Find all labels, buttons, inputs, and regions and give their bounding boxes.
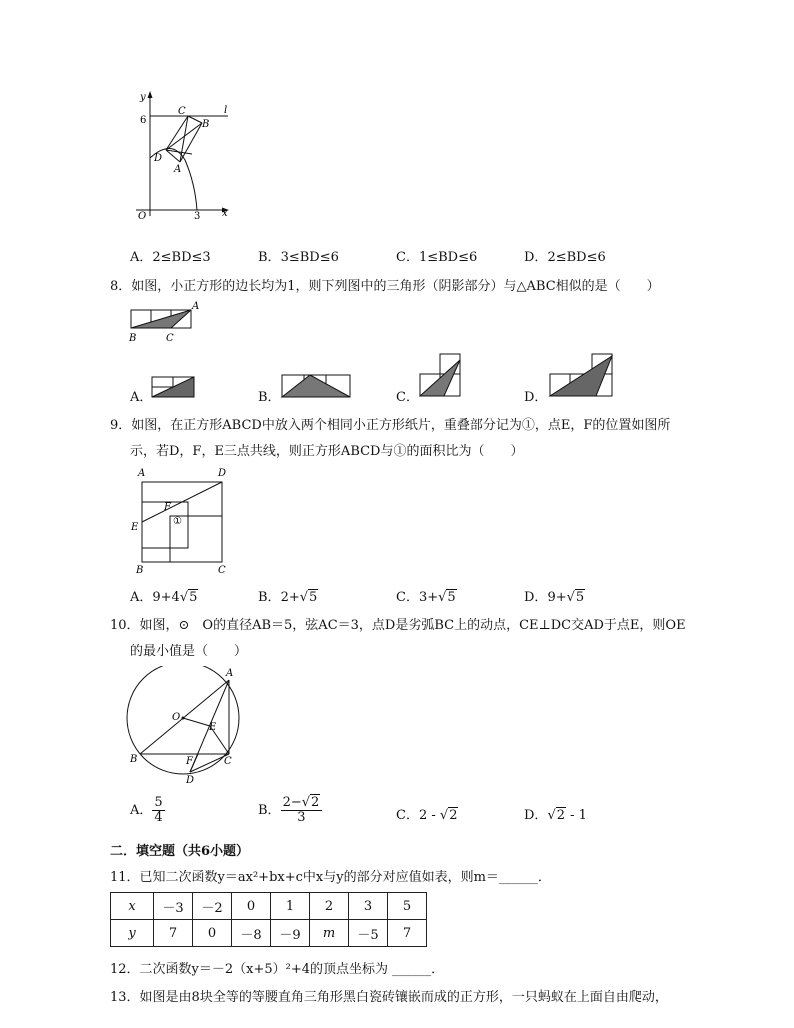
table-row [111,893,427,920]
q8-option-b[interactable]: B． [258,390,281,405]
q7-label-y: y [140,92,146,103]
table-cell: 1 [271,893,310,920]
table-cell: m [310,920,349,947]
q10-option-b[interactable]: B． $\frac{2-√2}{3}$ [258,796,322,825]
q7-label-o: O [138,211,147,222]
q10-label-d: D [186,775,195,786]
q9-label-a: A [138,468,146,479]
table-row [111,920,427,947]
q7-label-a: A [174,164,182,175]
q8-reference-figure [126,298,206,346]
q8-option-a[interactable]: A． [130,390,153,405]
q7-label-6: 6 [140,115,147,126]
q7-label-3: 3 [194,211,201,222]
q7-label-c: C [178,106,186,117]
q8-label-b: B [129,333,137,344]
q9-option-c[interactable]: C．3+√5 [396,590,456,605]
q9-option-d[interactable]: D．9+√5 [524,590,585,605]
q7-label-l: l [224,105,228,116]
q9-label-b: B [136,565,144,576]
q8-label-a: A [192,301,200,312]
q8-option-c[interactable]: C． [396,390,419,405]
q8-option-d[interactable]: D． [524,390,548,405]
q8-stem: 8．如图，小正方形的边长均为1，则下列图中的三角形（阴影部分）与△ABC相似的是（ ） [110,279,660,294]
q9-label-f: F [164,502,171,513]
table-cell: 0 [232,893,271,920]
q10-label-a: A [226,668,234,679]
q8-option-b-figure [280,372,354,400]
q8-label-c: C [166,333,174,344]
q10-option-a[interactable]: A． $\frac{5}{4}$ [130,795,163,825]
q7-option-b[interactable]: B．3≤BD≤6 [258,250,339,265]
q10-label-o: O [172,712,181,723]
q11-stem: 11．已知二次函数y＝ax²+bx+c中x与y的部分对应值如表，则m＝______． [110,870,551,885]
table-cell: －2 [193,893,232,920]
q12-stem: 12．二次函数y＝－2（x+5）²+4的顶点坐标为 ______． [110,962,445,977]
q9-label-d: D [218,468,227,479]
table-cell: －5 [349,920,388,947]
q10-label-e: E [209,722,217,733]
q7-option-c[interactable]: C．1≤BD≤6 [396,250,478,265]
q10-figure [120,666,244,788]
q7-option-d[interactable]: D．2≤BD≤6 [524,250,606,265]
q7-label-d: D [154,153,163,164]
table-cell: y [111,920,154,947]
table-cell: 3 [349,893,388,920]
q9-stem-line1: 9．如图，在正方形ABCD中放入两个相同小正方形纸片，重叠部分记为①，点E，F的位置如图所 [110,418,671,433]
table-cell: －9 [271,920,310,947]
table-cell: －3 [154,893,193,920]
table-cell: 2 [310,893,349,920]
q8-option-a-figure [150,374,198,400]
table-cell: 7 [154,920,193,947]
q8-option-c-figure [416,352,464,400]
q11-table [110,892,427,947]
q9-option-b[interactable]: B．2+√5 [258,590,318,605]
q9-label-e: E [131,522,139,533]
q10-option-c[interactable]: C．2 - √2 [396,808,458,823]
q7-option-a[interactable]: A．2≤BD≤3 [130,250,211,265]
q8-option-d-figure [546,352,616,400]
table-cell: －8 [232,920,271,947]
q10-option-d[interactable]: D．√2 - 1 [524,808,587,823]
q9-figure [126,464,236,576]
q10-label-c: C [224,756,232,767]
q9-stem-line2: 示，若D，F，E三点共线，则正方形ABCD与①的面积比为（ ） [130,444,524,459]
q7-figure [130,88,240,223]
q10-label-f: F [186,756,193,767]
table-cell: 5 [388,893,427,920]
section-title: 二．填空题（共6小题） [110,844,250,859]
q9-option-a[interactable]: A．9+4√5 [130,590,198,605]
table-cell: x [111,893,154,920]
q10-label-b: B [130,754,138,765]
q7-label-b: B [202,119,210,130]
table-cell: 0 [193,920,232,947]
q10-stem-line1: 10．如图，⊙ O的直径AB＝5，弦AC＝3，点D是劣弧BC上的动点，CE⊥DC交AD于点E，则OE [110,618,686,633]
q10-stem-line2: 的最小值是（ ） [130,644,248,659]
q7-label-x: x [222,208,228,219]
q13-stem: 13．如图是由8块全等的等腰直角三角形黑白瓷砖镶嵌而成的正方形，一只蚂蚁在上面自由爬动， [110,990,668,1005]
q9-label-c: C [218,565,226,576]
q9-label-circ1: ① [173,516,182,527]
table-cell: 7 [388,920,427,947]
